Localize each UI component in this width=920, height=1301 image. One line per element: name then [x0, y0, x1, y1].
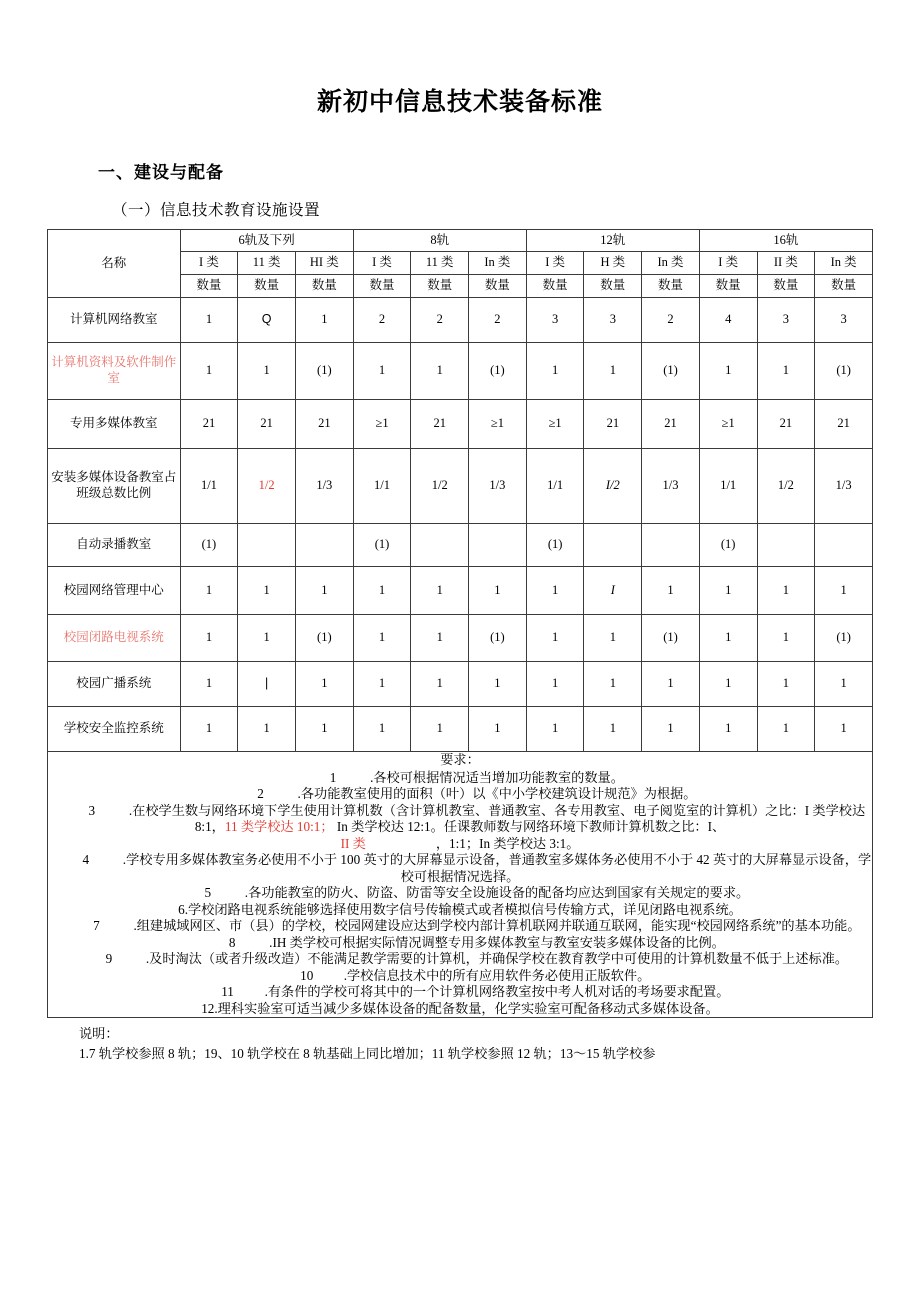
table-row — [48, 662, 873, 707]
requirement-number: 10 — [300, 967, 314, 983]
row-value: 1 — [411, 567, 469, 615]
row-value: 2 — [411, 298, 469, 343]
row-value: (1) — [526, 524, 584, 567]
requirement-number: 9 — [105, 951, 113, 966]
requirement-item-11 — [48, 984, 872, 1001]
row-value: 1 — [699, 343, 757, 400]
row-value: 1 — [699, 707, 757, 752]
requirement-text: 学校闭路电视系统能够选择使用数字信号传输模式或者模拟信号传输方式，详见闭路电视系统。 — [188, 901, 742, 917]
row-value: 1/3 — [642, 449, 700, 524]
row-value: 1 — [295, 567, 353, 615]
row-value: 1 — [526, 615, 584, 662]
header-class-6: I 类 — [526, 252, 584, 275]
row-value: 1 — [180, 662, 238, 707]
row-value: 1 — [180, 615, 238, 662]
row-value: 1 — [642, 707, 700, 752]
requirement-text: .有条件的学校可将其中的一个计算机网络教室按中考人机对话的考场要求配置。 — [264, 984, 730, 999]
row-value: 1/3 — [815, 449, 873, 524]
row-value: 1 — [411, 707, 469, 752]
header-class-0: I 类 — [180, 252, 238, 275]
requirement-number: 6. — [178, 901, 188, 917]
requirement-item-10 — [48, 968, 872, 985]
row-value: (1) — [699, 524, 757, 567]
header-class-4: 11 类 — [411, 252, 469, 275]
header-qty-11: 数量 — [815, 275, 873, 298]
row-value: 1/1 — [180, 449, 238, 524]
row-value: 2 — [642, 298, 700, 343]
section-heading-1: 一、建设与配备 — [98, 163, 224, 182]
row-value — [642, 524, 700, 567]
row-value: 3 — [526, 298, 584, 343]
row-value: 1 — [757, 662, 815, 707]
requirement-number: 4 — [82, 852, 90, 867]
table-row — [48, 707, 873, 752]
requirement-number: 5 — [204, 885, 212, 900]
row-value: ≥1 — [469, 400, 527, 449]
header-name-cell: 名称 — [48, 230, 181, 298]
row-value: 1 — [295, 662, 353, 707]
table-row — [48, 343, 873, 400]
row-value: 1 — [757, 567, 815, 615]
row-label: 计算机资料及软件制作室 — [48, 343, 181, 400]
row-label: 专用多媒体教室 — [48, 400, 181, 449]
row-value: 1 — [699, 662, 757, 707]
row-value: 1/2 — [411, 449, 469, 524]
requirement-text-cont: In 类学校达 12:1。任课教师数与网络环境下教师计算机数之比：I、 — [333, 819, 726, 834]
row-value: 1/3 — [469, 449, 527, 524]
row-value: 21 — [584, 400, 642, 449]
row-value: 1/1 — [353, 449, 411, 524]
row-value: 21 — [295, 400, 353, 449]
header-class-2: HI 类 — [295, 252, 353, 275]
requirement-text: .学校专用多媒体教室务必使用不小于 100 英寸的大屏幕显示设备，普通教室多媒体务必使用不小于 42 英寸的大屏幕显示设备，学校可根据情况选择。 — [122, 852, 872, 884]
row-label: 学校安全监控系统 — [48, 707, 181, 752]
requirement-number: 12. — [201, 1000, 218, 1016]
header-class-10: II 类 — [757, 252, 815, 275]
requirements-row — [48, 752, 873, 1018]
table-row — [48, 524, 873, 567]
requirement-number: 11 — [221, 984, 234, 999]
requirement-text-highlight-2: II 类 — [340, 835, 366, 851]
row-value: 1 — [469, 662, 527, 707]
requirement-item-6 — [48, 902, 872, 919]
row-value: 2 — [353, 298, 411, 343]
row-value — [815, 524, 873, 567]
row-value: 1 — [584, 615, 642, 662]
requirement-text: .在校学生数与网络环境下学生使用计算机数（含计算机教室、普通教室、各专用教室、电子阅览室的计算机）之比：I 类学校达 8:1， — [128, 802, 866, 834]
equipment-table — [47, 229, 873, 1018]
row-value: 2 — [469, 298, 527, 343]
row-label: 校园闭路电视系统 — [48, 615, 181, 662]
row-value: 1 — [526, 567, 584, 615]
header-qty-10: 数量 — [757, 275, 815, 298]
header-track-group-3: 16轨 — [699, 230, 872, 252]
requirement-number: 8 — [228, 934, 236, 950]
row-value: 1 — [353, 707, 411, 752]
row-value: 1 — [584, 662, 642, 707]
requirement-item-4 — [48, 852, 872, 885]
header-class-5: In 类 — [469, 252, 527, 275]
requirement-text: .学校信息技术中的所有应用软件务必使用正版软件。 — [343, 967, 651, 983]
row-value: 1 — [238, 707, 296, 752]
row-value — [469, 524, 527, 567]
row-value: 1 — [180, 343, 238, 400]
explanation-title: 说明： — [79, 1026, 119, 1041]
row-value: 1 — [815, 662, 873, 707]
row-value: 1 — [526, 343, 584, 400]
header-qty-3: 数量 — [353, 275, 411, 298]
header-qty-8: 数量 — [642, 275, 700, 298]
table-row — [48, 567, 873, 615]
row-value: 21 — [238, 400, 296, 449]
row-value: 1 — [295, 298, 353, 343]
requirement-number: 2 — [257, 786, 264, 801]
requirement-item-1 — [48, 770, 872, 787]
row-value: 1/1 — [526, 449, 584, 524]
table-header-groups — [48, 230, 873, 252]
row-value: Q — [238, 298, 296, 343]
requirement-text: .各功能教室使用的面积（叶）以《中小学校建筑设计规范》为根据。 — [297, 786, 697, 801]
header-class-7: H 类 — [584, 252, 642, 275]
row-value: 3 — [757, 298, 815, 343]
row-value: 1 — [699, 567, 757, 615]
row-value: 1/2 — [757, 449, 815, 524]
row-value: 1 — [469, 707, 527, 752]
row-value: (1) — [815, 343, 873, 400]
table-row — [48, 400, 873, 449]
row-value: 3 — [815, 298, 873, 343]
requirement-item-9 — [48, 951, 872, 968]
row-value — [238, 524, 296, 567]
row-value: (1) — [469, 615, 527, 662]
row-value: ≥1 — [353, 400, 411, 449]
row-value: (1) — [180, 524, 238, 567]
row-value: 21 — [642, 400, 700, 449]
row-value: 1 — [353, 343, 411, 400]
row-value: 4 — [699, 298, 757, 343]
row-label: 校园广播系统 — [48, 662, 181, 707]
row-value: 1 — [295, 707, 353, 752]
header-qty-5: 数量 — [469, 275, 527, 298]
requirement-text: .组建城域网区、市（县）的学校，校园网建设应达到学校内部计算机联网并联通互联网，能实现“校园网络系统”的基本功能。 — [133, 918, 861, 933]
row-value: 1 — [238, 615, 296, 662]
header-class-11: In 类 — [815, 252, 873, 275]
row-value: 1 — [180, 567, 238, 615]
header-class-8: In 类 — [642, 252, 700, 275]
row-label: 自动录播教室 — [48, 524, 181, 567]
table-row — [48, 615, 873, 662]
requirement-number: 3 — [88, 802, 96, 818]
requirement-item-5 — [48, 885, 872, 902]
requirement-text-cont-2: ，1:1；In 类学校达 3:1。 — [435, 835, 580, 851]
row-value: 1 — [526, 707, 584, 752]
row-label: 计算机网络教室 — [48, 298, 181, 343]
row-value: 1 — [180, 298, 238, 343]
subsection-heading-1: （一）信息技术教育设施设置 — [112, 202, 321, 219]
requirement-text-highlight: 11 类学校达 10:1； — [224, 819, 334, 834]
row-value — [584, 524, 642, 567]
row-value: 1 — [757, 615, 815, 662]
row-label: 安装多媒体设备教室占班级总数比例 — [48, 449, 181, 524]
row-value: (1) — [295, 343, 353, 400]
requirement-item-3 — [48, 803, 872, 853]
header-qty-2: 数量 — [295, 275, 353, 298]
requirement-text: .各校可根据情况适当增加功能教室的数量。 — [370, 769, 624, 785]
row-value: 1/2 — [238, 449, 296, 524]
requirement-text: .IH 类学校可根据实际情况调整专用多媒体教室与教室安装多媒体设备的比例。 — [269, 934, 725, 950]
header-qty-9: 数量 — [699, 275, 757, 298]
header-qty-4: 数量 — [411, 275, 469, 298]
row-value: (1) — [353, 524, 411, 567]
row-value: 1 — [815, 567, 873, 615]
row-value: I — [584, 567, 642, 615]
row-value: 1 — [642, 662, 700, 707]
row-value: 21 — [815, 400, 873, 449]
requirement-text: 理科实验室可适当减少多媒体设备的配备数量，化学实验室可配备移动式多媒体设备。 — [217, 1000, 719, 1016]
header-qty-6: 数量 — [526, 275, 584, 298]
header-track-group-2: 12轨 — [526, 230, 699, 252]
row-value: I/2 — [584, 449, 642, 524]
row-value: (1) — [469, 343, 527, 400]
header-qty-1: 数量 — [238, 275, 296, 298]
row-value: 1 — [411, 662, 469, 707]
requirement-text: .及时淘汰（或者升级改造）不能满足教学需要的计算机，并确保学校在教育教学中可使用的计算机数量不低于上述标准。 — [145, 951, 849, 966]
row-value: 1 — [180, 707, 238, 752]
row-value: 1 — [815, 707, 873, 752]
row-value — [411, 524, 469, 567]
row-value: 1 — [757, 343, 815, 400]
table-row — [48, 298, 873, 343]
requirement-item-2 — [48, 786, 872, 803]
explanation-line-1: 1.7 轨学校参照 8 轨；19、10 轨学校在 8 轨基础上同比增加；11 轨学校参照 12 轨；13～15 轨学校参 — [79, 1046, 656, 1062]
row-value: (1) — [815, 615, 873, 662]
row-value: ≥1 — [699, 400, 757, 449]
row-value: 1 — [642, 567, 700, 615]
row-label: 校园网络管理中心 — [48, 567, 181, 615]
row-value: 21 — [411, 400, 469, 449]
row-value: 1 — [353, 567, 411, 615]
row-value: 21 — [757, 400, 815, 449]
row-value: 1 — [238, 567, 296, 615]
requirement-number: 1 — [329, 769, 337, 785]
requirement-text: .各功能教室的防火、防盗、防雷等安全设施设备的配备均应达到国家有关规定的要求。 — [244, 885, 750, 900]
row-value — [295, 524, 353, 567]
row-value: 1 — [526, 662, 584, 707]
header-qty-0: 数量 — [180, 275, 238, 298]
header-track-group-1: 8轨 — [353, 230, 526, 252]
row-value: 21 — [180, 400, 238, 449]
explanation-block — [47, 1024, 873, 1065]
header-qty-7: 数量 — [584, 275, 642, 298]
row-value: (1) — [642, 343, 700, 400]
header-class-9: I 类 — [699, 252, 757, 275]
row-value: 1 — [238, 343, 296, 400]
requirements-title: 要求： — [440, 752, 480, 767]
row-value: 1 — [699, 615, 757, 662]
requirement-item-7 — [48, 918, 872, 935]
row-value: | — [238, 662, 296, 707]
header-class-3: I 类 — [353, 252, 411, 275]
header-track-group-0: 6轨及下列 — [180, 230, 353, 252]
row-value: 1 — [353, 662, 411, 707]
row-value: 1 — [584, 343, 642, 400]
row-value: 1 — [411, 343, 469, 400]
table-row — [48, 449, 873, 524]
equipment-table-wrapper — [47, 229, 873, 1018]
row-value: 1 — [584, 707, 642, 752]
row-value: 1 — [757, 707, 815, 752]
row-value: 1 — [469, 567, 527, 615]
requirement-item-8 — [48, 935, 872, 952]
row-value: 3 — [584, 298, 642, 343]
requirements-cell — [48, 752, 873, 1018]
row-value: 1 — [411, 615, 469, 662]
row-value: (1) — [295, 615, 353, 662]
requirement-item-12 — [48, 1001, 872, 1018]
page-title: 新初中信息技术装备标准 — [316, 89, 603, 116]
row-value: 1/1 — [699, 449, 757, 524]
row-value: 1/3 — [295, 449, 353, 524]
row-value: ≥1 — [526, 400, 584, 449]
row-value — [757, 524, 815, 567]
row-value: 1 — [353, 615, 411, 662]
row-value: (1) — [642, 615, 700, 662]
header-class-1: 11 类 — [238, 252, 296, 275]
requirement-number: 7 — [93, 918, 100, 933]
